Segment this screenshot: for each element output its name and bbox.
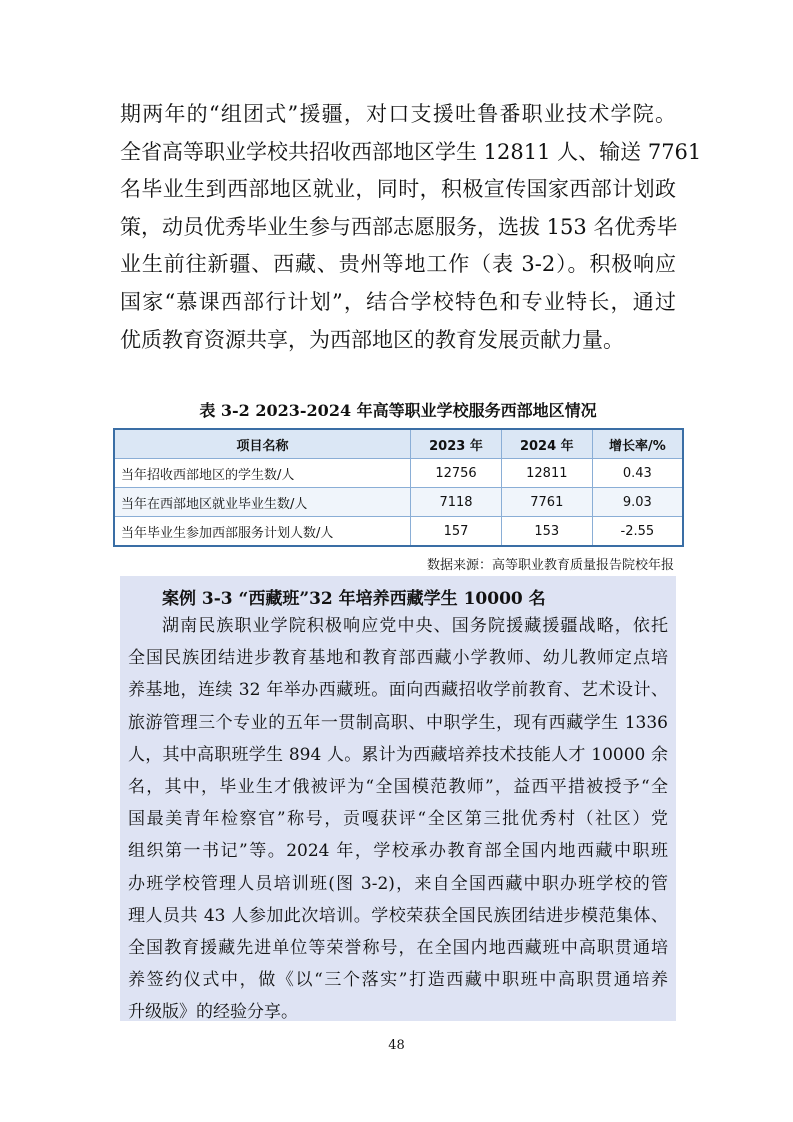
page-number: 48 — [388, 1038, 405, 1053]
table-cell: 7761 — [501, 488, 592, 517]
text-line: 期两年的“组团式”援疆，对口支援吐鲁番职业技术学院。 — [120, 102, 676, 126]
table-cell: 0.43 — [592, 459, 683, 488]
case-study-box — [120, 576, 676, 1021]
table-cell: 7118 — [411, 488, 502, 517]
text-line: 国家“慕课西部行计划”，结合学校特色和专业特长，通过 — [120, 289, 676, 314]
table-cell: 12811 — [501, 459, 592, 488]
text-line: 人，其中高职班学生 894 人。累计为西藏培养技术技能人才 10000 余 — [128, 744, 668, 765]
table-cell: 153 — [501, 517, 592, 547]
text-line: 业生前往新疆、西藏、贵州等地工作（表 3-2）。积极响应 — [120, 252, 676, 277]
table-cell: 当年毕业生参加西部服务计划人数/人 — [114, 517, 411, 547]
text-line: 办班学校管理人员培训班(图 3-2)，来自全国西藏中职办班学校的管 — [128, 873, 668, 894]
text-line: 组织第一书记”等。2024 年，学校承办教育部全国内地西藏中职班 — [128, 841, 668, 862]
text-line: 旅游管理三个专业的五年一贯制高职、中职学生，现有西藏学生 1336 — [128, 712, 668, 733]
text-line: 全国教育援藏先进单位等荣誉称号，在全国内地西藏班中高职贯通培 — [128, 938, 668, 959]
table-cell: 当年在西部地区就业毕业生数/人 — [114, 488, 411, 517]
table-cell: 12756 — [411, 459, 502, 488]
table-title: 表 3-2 2023-2024 年高等职业学校服务西部地区情况 — [199, 401, 597, 420]
table-cell: 当年招收西部地区的学生数/人 — [114, 459, 411, 488]
text-line: 全国民族团结进步教育基地和教育部西藏小学教师、幼儿教师定点培 — [128, 648, 668, 669]
case-body — [128, 610, 668, 1029]
text-line: 养基地，连续 32 年举办西藏班。面向西藏招收学前教育、艺术设计、 — [128, 680, 668, 701]
west-service-table — [113, 428, 684, 547]
table-row — [114, 517, 683, 547]
text-line: 升级版》的经验分享。 — [128, 1002, 298, 1023]
text-line: 湖南民族职业学院积极响应党中央、国务院援藏援疆战略，依托 — [162, 616, 668, 636]
text-line: 养签约仪式中，做《以“三个落实”打造西藏中职班中高职贯通培养 — [128, 970, 668, 991]
table-cell: 157 — [411, 517, 502, 547]
text-line: 名毕业生到西部地区就业，同时，积极宣传国家西部计划政 — [120, 177, 676, 202]
text-line: 理人员共 43 人参加此次培训。学校荣获全国民族团结进步模范集体、 — [128, 905, 668, 926]
column-header: 2024 年 — [501, 429, 592, 459]
column-header: 增长率/% — [592, 429, 683, 459]
table-cell: -2.55 — [592, 517, 683, 547]
intro-paragraph — [120, 96, 702, 359]
column-header: 2023 年 — [411, 429, 502, 459]
table-row — [114, 488, 683, 517]
text-line: 国最美青年检察官”称号，贡嘎获评“全区第三批优秀村（社区）党 — [128, 809, 668, 830]
table-header-row — [114, 429, 683, 459]
text-line: 名，其中，毕业生才俄被评为“全国模范教师”，益西平措被授予“全 — [128, 777, 668, 798]
table-row — [114, 459, 683, 488]
text-line: 全省高等职业学校共招收西部地区学生 12811 人、输送 7761 — [120, 139, 702, 164]
case-title: 案例 3-3 “西藏班”32 年培养西藏学生 10000 名 — [162, 589, 546, 609]
table-source-note: 数据来源：高等职业教育质量报告院校年报 — [426, 558, 674, 573]
text-line: 策，动员优秀毕业生参与西部志愿服务，选拔 153 名优秀毕 — [120, 214, 678, 239]
column-header: 项目名称 — [114, 429, 411, 459]
table-cell: 9.03 — [592, 488, 683, 517]
text-line: 优质教育资源共享，为西部地区的教育发展贡献力量。 — [120, 327, 624, 352]
